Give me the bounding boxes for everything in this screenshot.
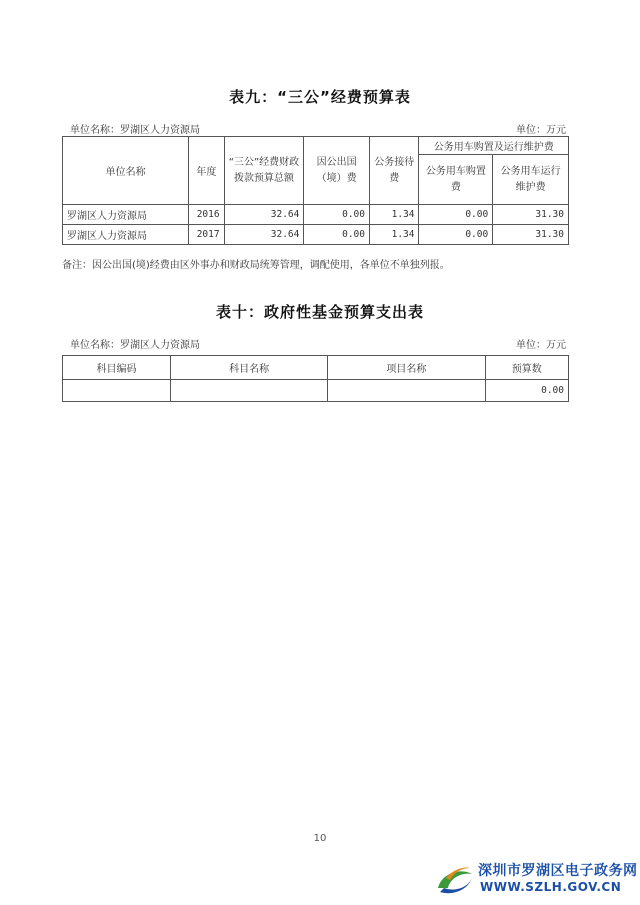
cell-code	[63, 380, 171, 402]
cell-purchase: 0.00	[419, 205, 493, 225]
cell-abroad: 0.00	[304, 205, 370, 225]
cell-reception: 1.34	[370, 225, 419, 245]
logo-name: 深圳市罗湖区电子政务网	[478, 863, 638, 879]
table9-unit-name: 单位名称：罗湖区人力资源局	[70, 125, 200, 136]
table9	[62, 136, 569, 245]
cell-abroad: 0.00	[304, 225, 370, 245]
logo-swirl-icon	[432, 858, 476, 900]
table-row	[63, 380, 569, 402]
cell-unit: 罗湖区人力资源局	[63, 205, 189, 225]
header-code: 科目编码	[63, 356, 171, 380]
header-reception: 公务接待费	[370, 137, 419, 205]
table10	[62, 355, 569, 402]
header-unit-name: 单位名称	[63, 137, 189, 205]
cell-purchase: 0.00	[419, 225, 493, 245]
table10-unit-name: 单位名称：罗湖区人力资源局	[70, 340, 200, 351]
cell-maintenance: 31.30	[493, 225, 569, 245]
logo-url: WWW.SZLH.GOV.CN	[480, 880, 622, 894]
header-abroad: 因公出国（境）费	[304, 137, 370, 205]
cell-name	[170, 380, 327, 402]
cell-amount: 0.00	[485, 380, 568, 402]
header-name: 科目名称	[170, 356, 327, 380]
cell-year: 2016	[189, 205, 224, 225]
header-vehicle-purchase: 公务用车购置费	[419, 155, 493, 205]
header-vehicle-group: 公务用车购置及运行维护费	[419, 137, 569, 155]
cell-reception: 1.34	[370, 205, 419, 225]
cell-year: 2017	[189, 225, 224, 245]
cell-total: 32.64	[224, 225, 304, 245]
cell-item	[328, 380, 485, 402]
cell-unit: 罗湖区人力资源局	[63, 225, 189, 245]
site-logo	[432, 858, 638, 900]
table9-title: 表九：“三公”经费预算表	[229, 88, 411, 106]
table-row	[63, 205, 569, 225]
table10-unit: 单位：万元	[516, 340, 566, 351]
table9-note: 备注：因公出国(境)经费由区外事办和财政局统筹管理，调配使用，各单位不单独列报。	[62, 260, 450, 271]
table-row	[63, 225, 569, 245]
table10-title: 表十：政府性基金预算支出表	[215, 303, 424, 321]
page-number: 10	[313, 833, 327, 844]
cell-total: 32.64	[224, 205, 304, 225]
header-item: 项目名称	[328, 356, 485, 380]
header-year: 年度	[189, 137, 224, 205]
cell-maintenance: 31.30	[493, 205, 569, 225]
table9-unit: 单位：万元	[516, 125, 566, 136]
header-amount: 预算数	[485, 356, 568, 380]
header-vehicle-maintenance: 公务用车运行维护费	[493, 155, 569, 205]
header-total: “三公”经费财政拨款预算总额	[224, 137, 304, 205]
